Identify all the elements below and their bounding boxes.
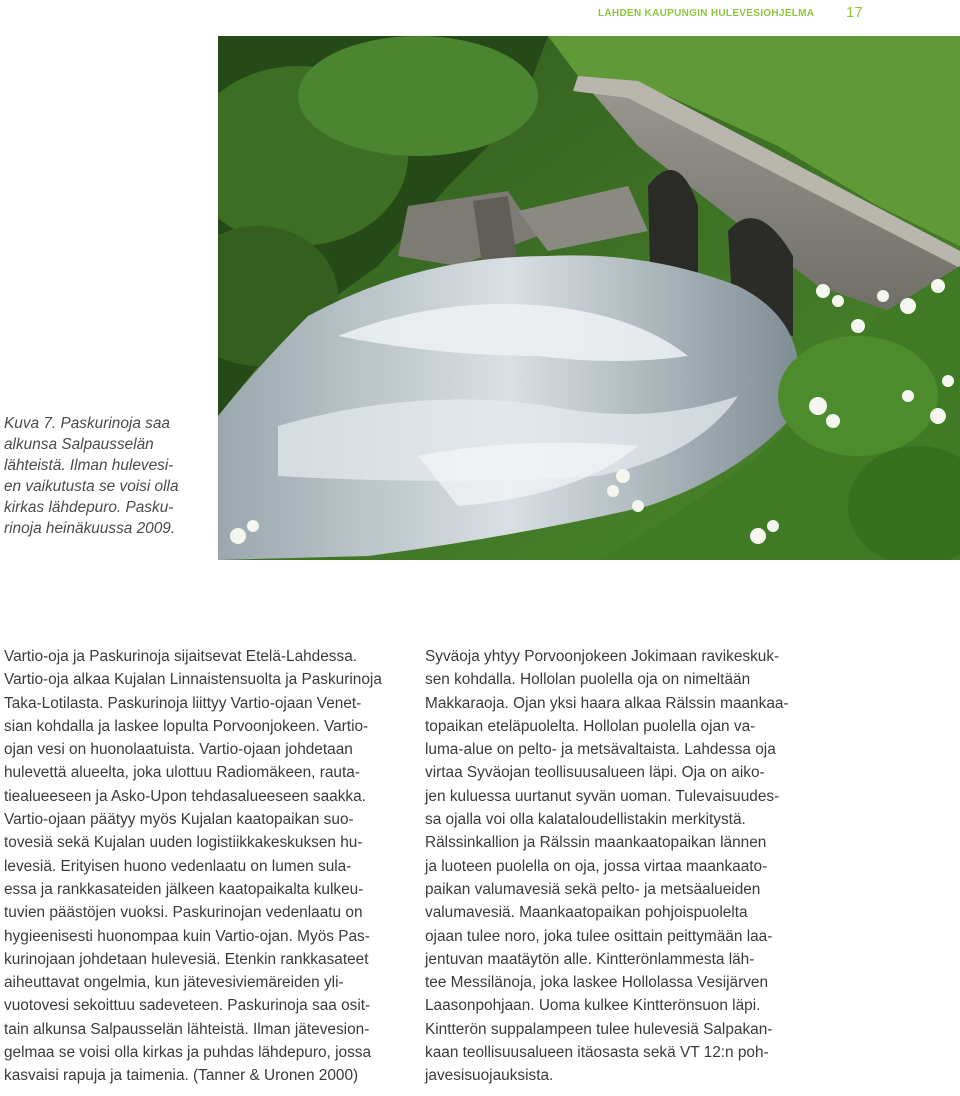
text-line: Vartio-oja alkaa Kujalan Linnaistensuolta ja Paskurinoja: [4, 671, 382, 689]
text-line: Syväoja yhtyy Porvoonjokeen Jokimaan ravikeskuk-: [425, 648, 780, 665]
text-line: kaan teollisuusalueen itäosasta sekä VT 12:n poh-: [425, 1044, 769, 1062]
text-line: Laasonpohjaan. Uoma kulkee Kintterönsuon läpi.: [425, 997, 761, 1015]
text-line: paikan valumavesiä sekä pelto- ja metsäalueiden: [425, 880, 761, 898]
body-text-right-column: [425, 645, 819, 1088]
text-line: vuotovesi sekoittuu sadeveteen. Paskurinoja saa osit-: [4, 997, 371, 1015]
text-line: hulevettä alueelta, joka ulottuu Radiomäkeen, rauta-: [4, 764, 360, 782]
text-line: hygieenisesti huonompaa kuin Vartio-ojan. Myös Pas-: [4, 927, 370, 945]
text-line: sa ojalla voi olla kalataloudellistakin merkitystä.: [425, 811, 746, 829]
text-line: ojan vesi on huonolaatuista. Vartio-ojaan johdetaan: [4, 741, 353, 759]
text-line: levesiä. Erityisen huono vedenlaatu on lumen sula-: [4, 857, 352, 875]
text-line: ojaan tulee noro, joka tulee osittain peittymään laa-: [425, 927, 773, 945]
text-line: essa ja rankkasateiden jälkeen kaatopaikalta kulkeu-: [4, 880, 364, 898]
caption-line: en vaikutusta se voisi olla: [4, 478, 179, 495]
text-line: tain alkunsa Salpausselän lähteistä. Ilman jätevesion-: [4, 1020, 370, 1038]
page-number: 17: [846, 4, 863, 21]
running-header: LAHDEN KAUPUNGIN HULEVESIOHJELMA: [598, 8, 815, 19]
text-line: kasvaisi rapuja ja taimenia. (Tanner & Uronen 2000): [4, 1067, 359, 1085]
text-line: tovesiä sekä Kujalan uuden logistiikkakeskuksen hu-: [4, 834, 363, 852]
photo-caption: [4, 413, 204, 539]
text-line: sian kohdalla ja laskee lopulta Porvoonjokeen. Vartio-: [4, 717, 369, 735]
body-text-left-column: [4, 645, 398, 1088]
text-line: jentuvan maatäytön alle. Kintterönlammesta läh-: [425, 950, 755, 968]
text-line: Rälssinkallion ja Rälssin maankaatopaikan lännen: [425, 834, 767, 852]
text-line: javesisuojauksista.: [425, 1067, 554, 1085]
text-line: tiealueeseen ja Asko-Upon tehdasalueeseen saakka.: [4, 787, 366, 805]
text-line: luma-alue on pelto- ja metsävaltaista. Lahdessa oja: [425, 741, 776, 759]
text-line: ja luoteen puolella on oja, jossa virtaa maankaato-: [425, 857, 768, 875]
text-line: kurinojaan johdetaan hulevesiä. Etenkin rankkasateet: [4, 950, 369, 968]
caption-line: Kuva 7. Paskurinoja saa: [4, 415, 170, 432]
text-line: valumavesiä. Maankaatopaikan pohjoispuolelta: [425, 904, 748, 922]
caption-line: kirkas lähdepuro. Pasku-: [4, 499, 174, 516]
text-line: gelmaa se voisi olla kirkas ja puhdas lähdepuro, jossa: [4, 1044, 372, 1062]
text-line: sen kohdalla. Hollolan puolella oja on nimeltään: [425, 671, 751, 689]
caption-line: alkunsa Salpausselän: [4, 436, 154, 453]
text-line: Vartio-oja ja Paskurinoja sijaitsevat Etelä-Lahdessa.: [4, 648, 358, 665]
stream-photo-illustration: [218, 36, 960, 560]
stream-photo: [218, 36, 960, 560]
text-line: Taka-Lotilasta. Paskurinoja liittyy Vartio-ojaan Venet-: [4, 694, 362, 712]
text-line: tuvien päästöjen vuoksi. Paskurinojan vedenlaatu on: [4, 904, 363, 922]
text-line: Makkaraoja. Ojan yksi haara alkaa Rälssin maankaa-: [425, 694, 789, 712]
text-line: tee Messilänoja, joka laskee Hollolassa Vesijärven: [425, 974, 769, 992]
caption-line: rinoja heinäkuussa 2009.: [4, 520, 176, 537]
text-line: virtaa Syväojan teollisuusalueen läpi. Oja on aiko-: [425, 764, 765, 782]
text-line: jen kuluessa uurtanut syvän uoman. Tulevaisuudes-: [425, 787, 780, 805]
text-line: topaikan eteläpuolelta. Hollolan puolella ojan va-: [425, 717, 756, 735]
text-line: Kintterön suppalampeen tulee hulevesiä Salpakan-: [425, 1020, 773, 1038]
text-line: aiheuttavat ongelmia, kun jätevesiviemäreiden yli-: [4, 974, 344, 992]
text-line: Vartio-ojaan päätyy myös Kujalan kaatopaikan suo-: [4, 811, 354, 829]
caption-line: lähteistä. Ilman hulevesi-: [4, 457, 174, 474]
